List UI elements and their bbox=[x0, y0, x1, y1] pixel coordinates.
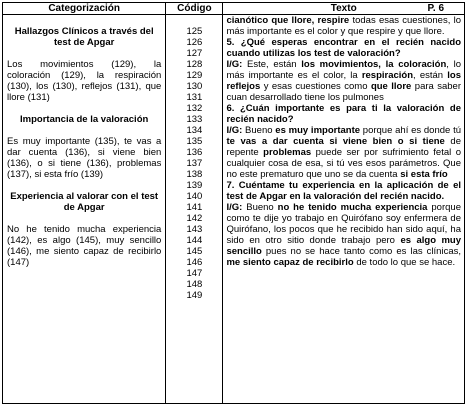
question-text: 6. ¿Cuán importante es para ti la valoración de recién nacido? bbox=[226, 103, 461, 125]
code-line: 126 bbox=[186, 37, 203, 48]
code-line: 138 bbox=[186, 169, 203, 180]
code-line: 127 bbox=[186, 48, 203, 59]
code-line: 134 bbox=[186, 125, 203, 136]
plain-text: , están bbox=[413, 70, 448, 81]
code-line: 132 bbox=[186, 103, 203, 114]
code-line: 130 bbox=[186, 81, 203, 92]
plain-text: Bueno bbox=[242, 202, 278, 213]
answer-7 bbox=[226, 202, 461, 268]
code-cell bbox=[166, 15, 223, 404]
plain-text: y esas cuestiones como bbox=[260, 81, 371, 92]
code-line: 142 bbox=[186, 213, 203, 224]
category-title-importance: Importancia de la valoración bbox=[20, 114, 149, 125]
category-body-clinical-findings: Los movimientos (129), la coloración (129), la respiración (130), los (130), reflejos (131), que llore (131) bbox=[7, 59, 162, 103]
code-line: 148 bbox=[186, 279, 203, 290]
code-line: 149 bbox=[186, 290, 203, 301]
code-line: 147 bbox=[186, 268, 203, 279]
plain-text: puede ser por sufrimiento fetal o cualquier cosa de esa, si tú ves esos parámetros. Que no este prematuro que uno se da cuenta bbox=[226, 147, 461, 180]
answer-5 bbox=[226, 59, 461, 103]
code-line: 131 bbox=[186, 92, 203, 103]
question-6 bbox=[226, 103, 461, 125]
plain-text: porque ahí es donde tú bbox=[360, 125, 461, 136]
page-number: P. 6 bbox=[427, 3, 444, 14]
bold-phrase: los reflejos bbox=[226, 70, 461, 92]
code-line: 144 bbox=[186, 235, 203, 246]
category-body-importance: Es muy importante (135), te vas a dar cuenta (136), si viene bien (136), o si tiene (136), problemas (137), si esta frío (139) bbox=[7, 136, 162, 180]
question-text: 7. Cuéntame tu experiencia en la aplicación de el test de Apgar en la valoración del recién nacido. bbox=[226, 180, 461, 202]
plain-text: porque como te dije yo trabajo en Quirófano soy enfermera de Quirófano, los pocos que he recibido han sido aquí, ha sido en otro sitio donde trabajo pero bbox=[226, 202, 461, 246]
code-line: 135 bbox=[186, 136, 203, 147]
bold-phrase: los movimientos, la coloración bbox=[301, 59, 447, 70]
code-line: 133 bbox=[186, 114, 203, 125]
plain-text: de todo lo que se hace. bbox=[353, 257, 456, 268]
plain-text: pues no se hace tanto como es las clínicas, bbox=[261, 246, 461, 257]
plain-text: Bueno bbox=[242, 125, 276, 136]
table-header-row bbox=[3, 3, 465, 15]
header-text-label: Texto bbox=[330, 3, 357, 14]
code-line: 129 bbox=[186, 70, 203, 81]
plain-text: de repente bbox=[226, 136, 461, 158]
bold-phrase: te vas a dar cuenta si viene bien o si tiene bbox=[226, 136, 445, 147]
header-code: Código bbox=[166, 3, 223, 15]
speaker-label: I/G: bbox=[226, 202, 243, 213]
code-line: 125 bbox=[186, 26, 203, 37]
code-line: 146 bbox=[186, 257, 203, 268]
code-line: 137 bbox=[186, 158, 203, 169]
code-line: 143 bbox=[186, 224, 203, 235]
table-body-row bbox=[3, 15, 465, 404]
speaker-label: I/G: bbox=[226, 59, 243, 70]
transcript-cell bbox=[223, 15, 465, 404]
question-5 bbox=[226, 37, 461, 59]
header-categorization: Categorización bbox=[3, 3, 166, 15]
bold-phrase: cianótico que llore, respire bbox=[226, 15, 350, 26]
bold-phrase: es algo muy sencillo bbox=[226, 235, 461, 257]
answer-6 bbox=[226, 125, 461, 180]
code-line: 141 bbox=[186, 202, 203, 213]
bold-phrase: me siento capaz de recibirlo bbox=[226, 257, 354, 268]
category-title-experience: Experiencia al valorar con el test de Apgar bbox=[10, 191, 159, 213]
plain-text: , lo más importante es el color, la bbox=[226, 59, 461, 81]
categorization-table bbox=[2, 2, 465, 404]
category-title-clinical-findings: Hallazgos Clínicos a través del test de Apgar bbox=[14, 26, 154, 48]
plain-text: todas esas cuestiones, lo más importante es el color y que respire y que llore. bbox=[226, 15, 461, 37]
plain-text: Este, están bbox=[242, 59, 302, 70]
code-line: 128 bbox=[186, 59, 203, 70]
bold-phrase: que llore bbox=[370, 81, 412, 92]
bold-phrase: problemas bbox=[263, 147, 312, 158]
question-7 bbox=[226, 180, 461, 202]
code-line: 136 bbox=[186, 147, 203, 158]
bold-phrase: si esta frío bbox=[400, 169, 448, 180]
transcript-paragraph-intro bbox=[226, 15, 461, 37]
bold-phrase: es muy importante bbox=[275, 125, 361, 136]
question-text: 5. ¿Qué esperas encontrar en el recién nacido cuando utilizas los test de valoración? bbox=[226, 37, 461, 59]
categorization-cell bbox=[3, 15, 166, 404]
code-line: 145 bbox=[186, 246, 203, 257]
category-body-experience: No he tenido mucha experiencia (142), es algo (145), muy sencillo (146), me siento capaz de recibirlo (147) bbox=[7, 224, 162, 268]
speaker-label: I/G: bbox=[226, 125, 243, 136]
code-line: 140 bbox=[186, 191, 203, 202]
header-text bbox=[223, 3, 465, 15]
code-line: 139 bbox=[186, 180, 203, 191]
bold-phrase: no he tenido mucha experiencia bbox=[277, 202, 428, 213]
plain-text: para saber cuan desarrollado tiene los pulmones bbox=[226, 81, 462, 103]
bold-phrase: respiración bbox=[361, 70, 414, 81]
